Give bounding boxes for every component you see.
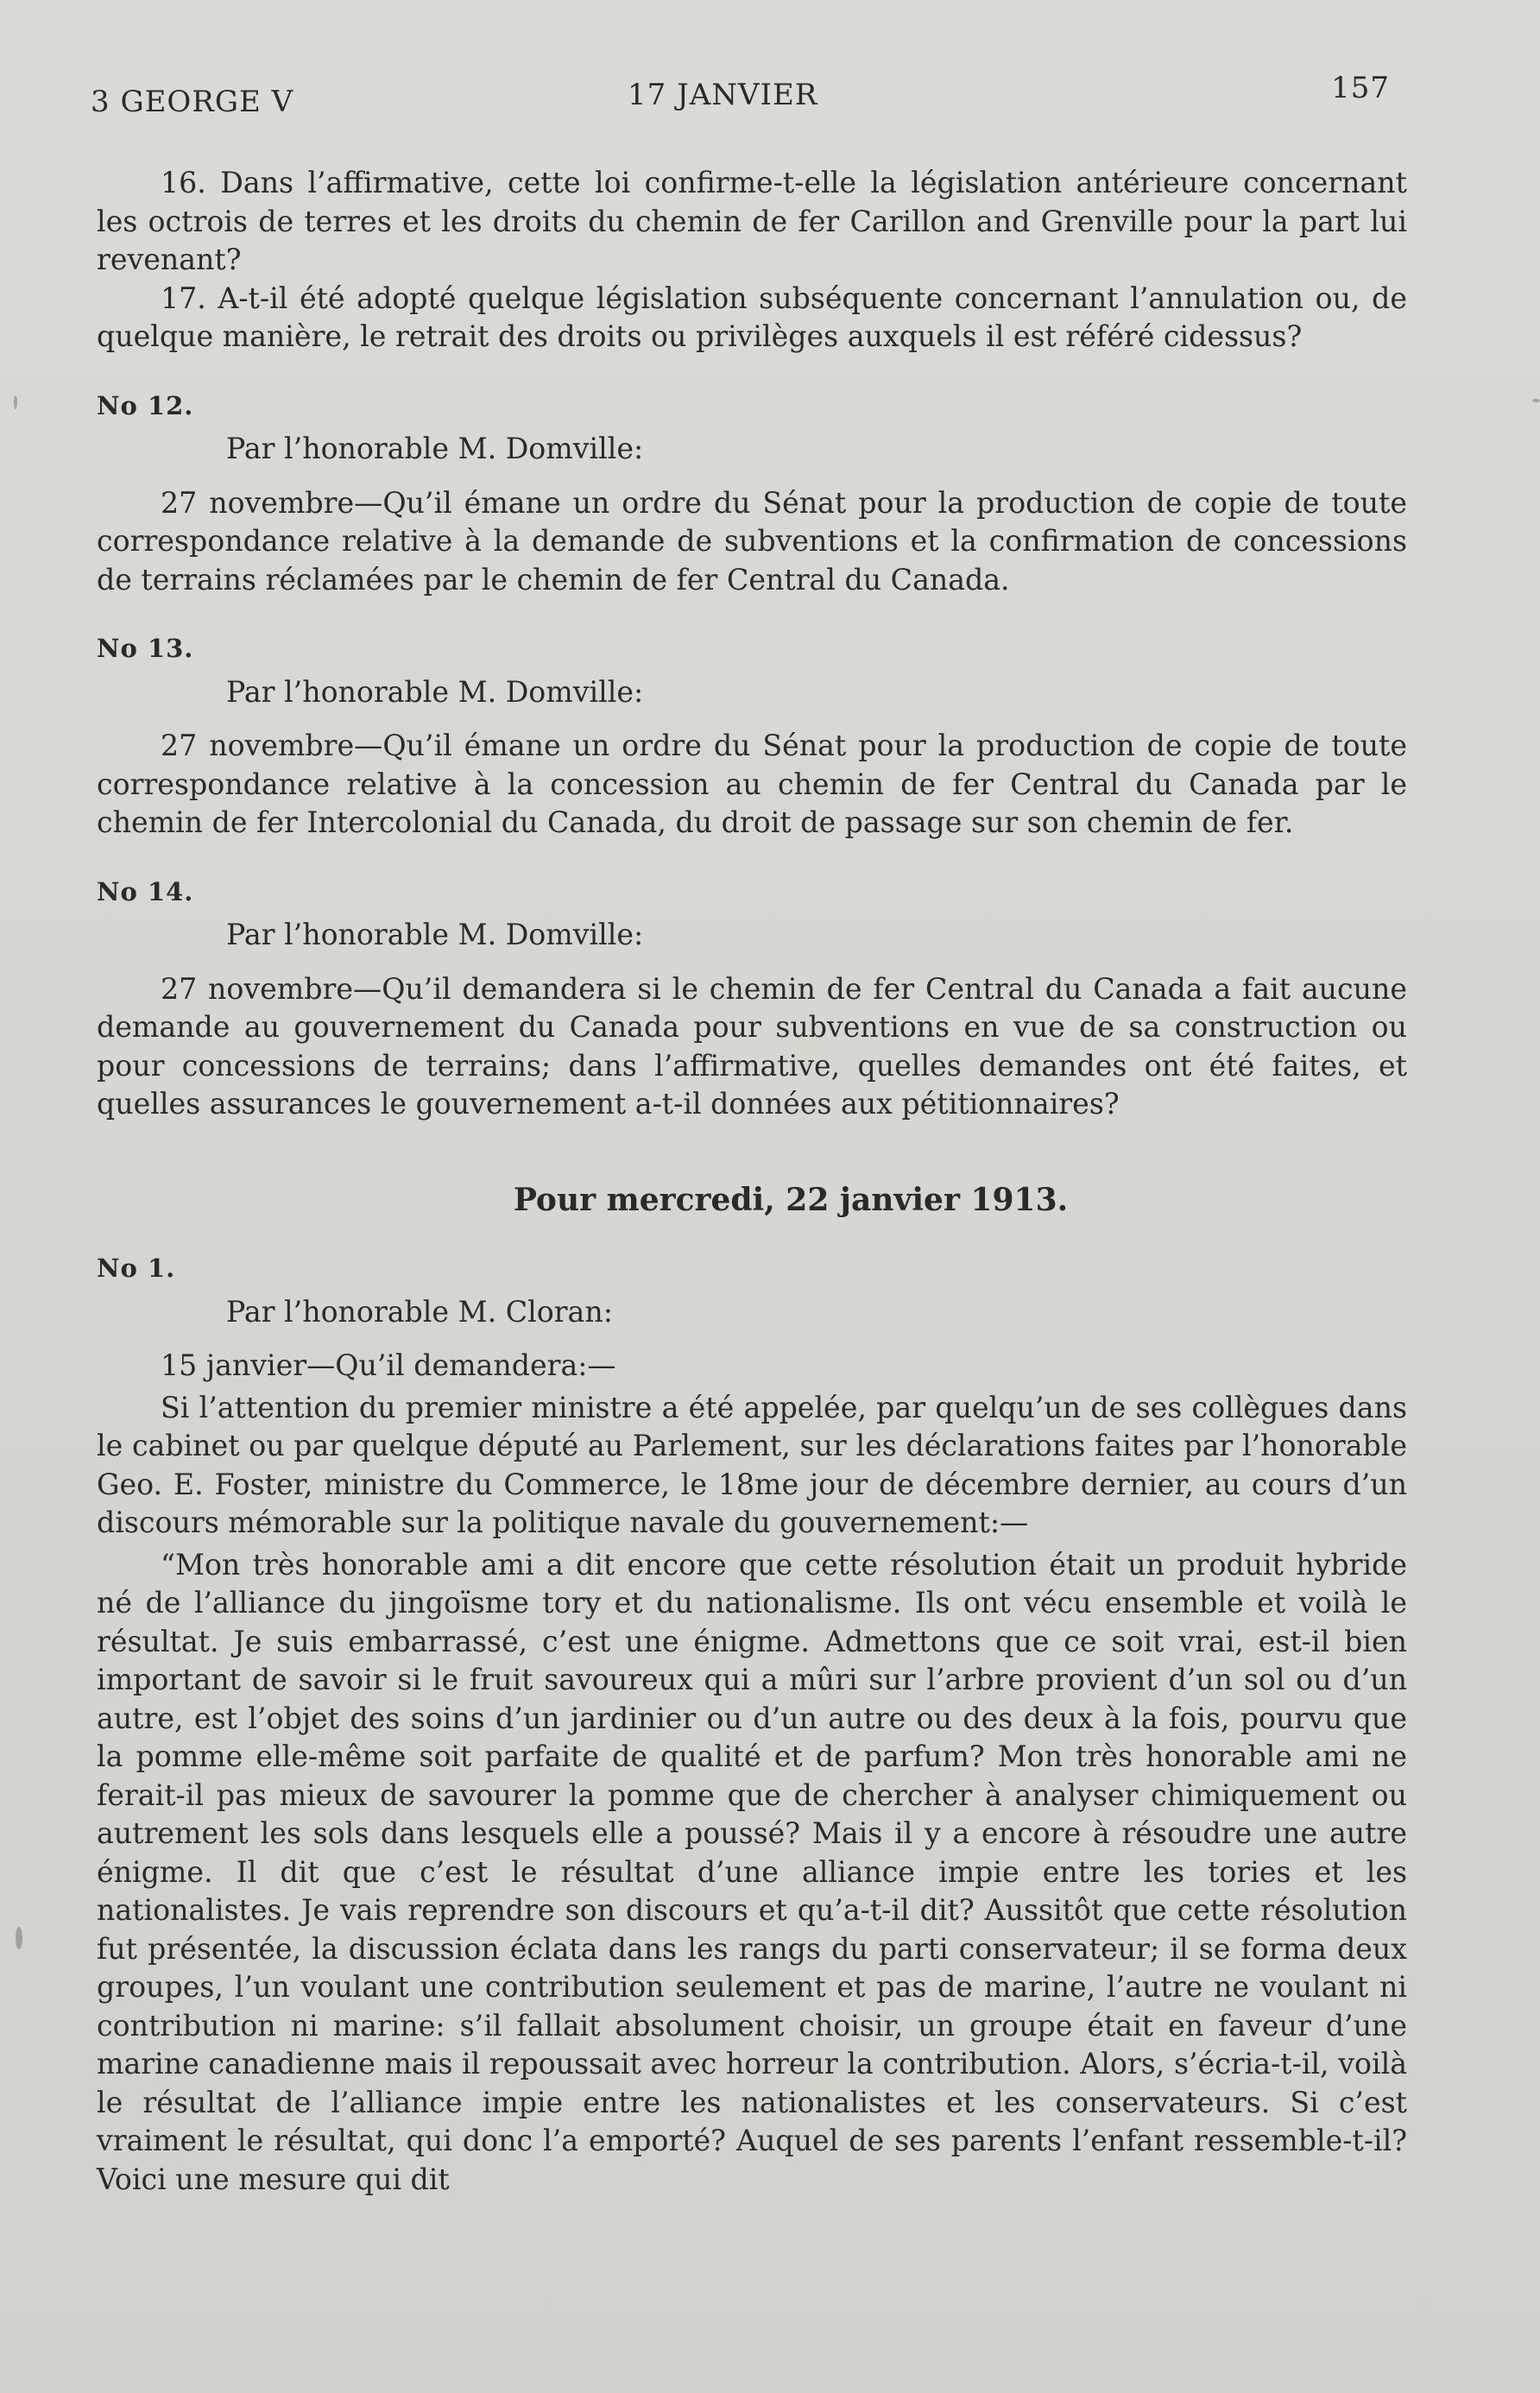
item-1-quote: “Mon très honorable ami a dit encore que cette résolution était un produit hybride né de l’alliance du jingoïsme tory et du nationalisme. Ils ont vécu ensemble et voilà le résultat. Je suis embarrassé, c’est une énigme. Admettons que ce soit vrai, est-il bien important de savoir si le fruit savoureux qui a mûri sur l’arbre provient d’un sol ou d’un autre, est l’objet des soins d’un jardinier ou d’un autre ou des deux à la fois, pourvu que la pomme elle-même soit parfaite de qualité et de parfum? Mon très honorable ami ne ferait-il pas mieux de savourer la pomme que de chercher à analyser chimiquement ou autrement les sols dans lesquels elle a poussé? Mais il y a encore à résoudre une autre énigme. Il dit que c’est le résultat d’une alliance impie entre les tories et les nationalistes. Je vais reprendre son discours et qu’a-t-il dit? Aussitôt que cette résolution fut présentée, la discussion éclata dans les rangs du parti conservateur; il se forma deux groupes, l’un voulant une contribution seulement et pas de marine, l’autre ne voulant ni contribution ni marine: s’il fallait absolument choisir, un groupe était en faveur d’une marine canadienne mais il repoussait avec horreur la contribution. Alors, s’écria-t-il, voilà le résultat de l’alliance impie entre les nationalistes et les conservateurs. Si c’est vraiment le résultat, qui donc l’a emporté? Auquel de ses parents l’enfant ressemble-t-il? Voici une mesure qui dit — [97, 1547, 1407, 2196]
item-13-author: Par l’honorable M. Domville: — [226, 674, 644, 709]
header-date: 17 JANVIER — [628, 78, 818, 112]
page-number: 157 — [1331, 71, 1390, 105]
paper-speck — [1532, 399, 1540, 402]
item-14-text: 27 novembre—Qu’il demandera si le chemin de fer Central du Canada a fait aucune demande au gouvernement du Canada pour subventions en vue de sa construction ou pour concessions de terrains; dans l’affirmative, quelles demandes ont été faites, et quelles assurances le gouvernement a-t-il données aux pétitionnaires? — [97, 971, 1407, 1121]
item-1-paragraph: Si l’attention du premier ministre a été appelée, par quelqu’un de ses collègues dans le cabinet ou par quelque député au Parlement, sur les déclarations faites par l’honorable Geo. E. Foster, ministre du Commerce, le 18me jour de décembre dernier, au cours d’un discours mémorable sur la politique navale du gouvernement:— — [97, 1390, 1407, 1539]
page-body — [97, 164, 1407, 2199]
question-16: 16. Dans l’affirmative, cette loi confirme-t-elle la législation antérieure concernant les octrois de terres et les droits du chemin de fer Carillon and Grenville pour la part lui revenant? — [97, 166, 1407, 276]
paper-speck — [16, 1927, 22, 1949]
item-13-text: 27 novembre—Qu’il émane un ordre du Sénat pour la production de copie de toute correspondance relative à la concession au chemin de fer Central du Canada par le chemin de fer Intercolonial du Canada, du droit de passage sur son chemin de fer. — [97, 729, 1407, 839]
item-12-text: 27 novembre—Qu’il émane un ordre du Sénat pour la production de copie de toute correspondance relative à la demande de subventions et la confirmation de concessions de terrains réclamées par le chemin de fer Central du Canada. — [97, 485, 1407, 597]
item-number-1: No 1. — [97, 1253, 176, 1283]
section-title: Pour mercredi, 22 janvier 1913. — [513, 1181, 1069, 1218]
item-number-13: No 13. — [97, 634, 194, 663]
item-number-12: No 12. — [97, 390, 194, 420]
paper-speck — [14, 395, 17, 409]
item-14-author: Par l’honorable M. Domville: — [226, 918, 644, 951]
item-1-author: Par l’honorable M. Cloran: — [226, 1294, 613, 1329]
page-header — [91, 71, 1390, 129]
item-12-author: Par l’honorable M. Domville: — [226, 432, 644, 465]
item-1-date-line: 15 janvier—Qu’il demandera:— — [161, 1348, 616, 1382]
question-17: 17. A-t-il été adopté quelque législation subséquente concernant l’annulation ou, de quelque manière, le retrait des droits ou privilèges auxquels il est référé cidessus? — [97, 281, 1407, 353]
header-left: 3 GEORGE V — [91, 85, 294, 119]
item-number-14: No 14. — [97, 876, 194, 906]
